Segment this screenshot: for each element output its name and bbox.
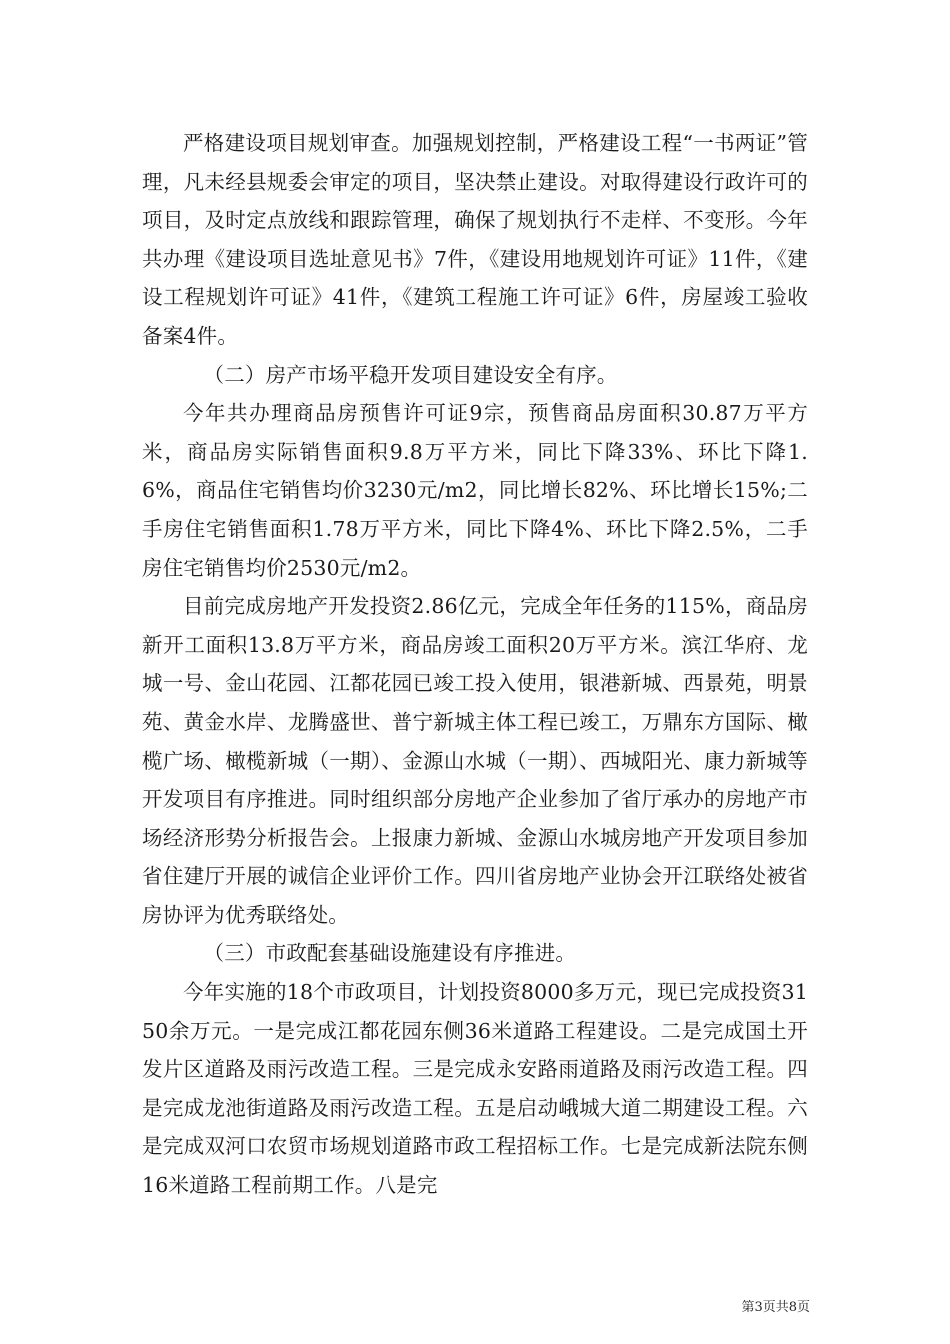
page-number-footer: 第3页共8页 — [741, 1300, 810, 1315]
paragraph-planning-review: 严格建设项目规划审查。加强规划控制，严格建设工程“一书两证”管理，凡未经县规委会审定的项目，坚决禁止建设。对取得建设行政许可的项目，及时定点放线和跟踪管理，确保了规划执行不走样、不变形。今年共办理《建设项目选址意见书》7件，《建设用地规划许可证》11件，《建设工程规划许可证》41件，《建筑工程施工许可证》6件，房屋竣工验收备案4件。 — [142, 131, 808, 348]
paragraph-presale-stats: 今年共办理商品房预售许可证9宗，预售商品房面积30.87万平方米，商品房实际销售面积9.8万平方米，同比下降33%、环比下降1.6%，商品住宅销售均价3230元/m2，同比增长82%、环比增长15%;二手房住宅销售面积1.78万平方米，同比下降4%、环比下降2.5%，二手房住宅销售均价2530元/m2。 — [142, 401, 808, 580]
paragraph-municipal-projects: 今年实施的18个市政项目，计划投资8000多万元，现已完成投资3150余万元。一是完成江都花园东侧36米道路工程建设。二是完成国土开发片区道路及雨污改造工程。三是完成永安路雨道路及雨污改造工程。四是完成龙池街道路及雨污改造工程。五是启动峨城大道二期建设工程。六是完成双河口农贸市场规划道路市政工程招标工作。七是完成新法院东侧16米道路工程前期工作。八是完 — [142, 980, 808, 1198]
document-body — [142, 124, 808, 1205]
section-heading-real-estate: （二）房产市场平稳开发项目建设安全有序。 — [203, 362, 618, 387]
paragraph-investment-projects: 目前完成房地产开发投资2.86亿元，完成全年任务的115%，商品房新开工面积13.8万平方米，商品房竣工面积20万平方米。滨江华府、龙城一号、金山花园、江都花园已竣工投入使用，银港新城、西景苑，明景苑、黄金水岸、龙腾盛世、普宁新城主体工程已竣工，万鼎东方国际、橄榄广场、橄榄新城（一期）、金源山水城（一期）、西城阳光、康力新城等开发项目有序推进。同时组织部分房地产企业参加了省厅承办的房地产市场经济形势分析报告会。上报康力新城、金源山水城房地产开发项目参加省住建厅开展的诚信企业评价工作。四川省房地产业协会开江联络处被省房协评为优秀联络处。 — [142, 594, 808, 927]
section-heading-infrastructure: （三）市政配套基础设施建设有序推进。 — [203, 941, 577, 966]
